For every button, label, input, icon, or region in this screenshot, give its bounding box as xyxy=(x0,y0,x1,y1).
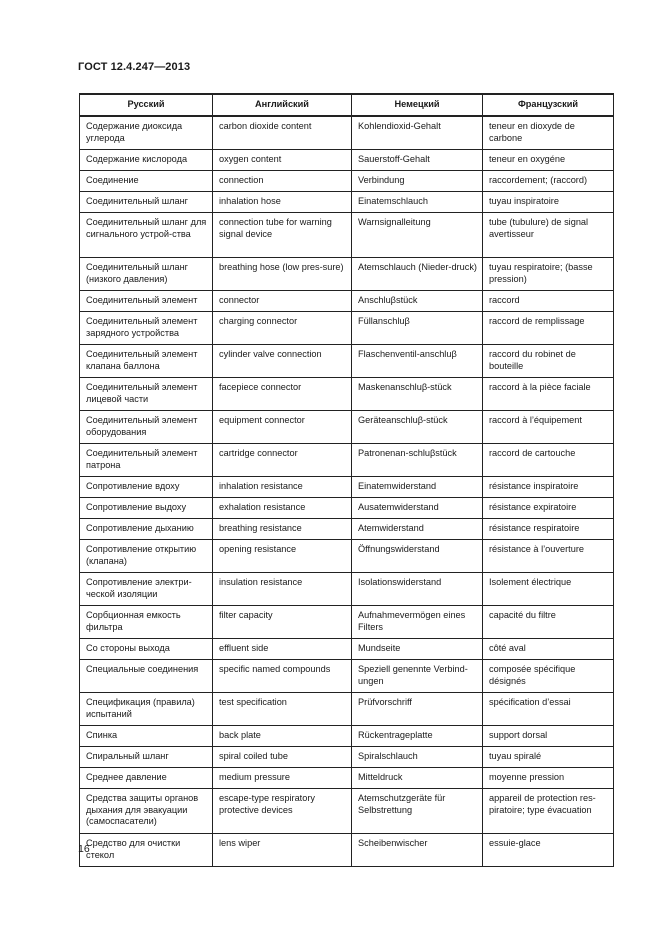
column-header-russian: Русский xyxy=(80,94,213,116)
table-row xyxy=(80,378,614,411)
cell-french: teneur en oxygéne xyxy=(483,150,614,171)
cell-english: carbon dioxide content xyxy=(213,116,352,150)
cell-german: Atemschlauch (Nieder-druck) xyxy=(352,258,483,291)
cell-english: effluent side xyxy=(213,639,352,660)
cell-english: oxygen content xyxy=(213,150,352,171)
cell-german: Spiralschlauch xyxy=(352,747,483,768)
column-header-german: Немецкий xyxy=(352,94,483,116)
cell-french: Isolement électrique xyxy=(483,573,614,606)
cell-french: teneur en dioxyde de carbone xyxy=(483,116,614,150)
cell-english: connection xyxy=(213,171,352,192)
cell-russian: Спинка xyxy=(80,726,213,747)
cell-french: raccord de remplissage xyxy=(483,312,614,345)
cell-russian: Сопротивление дыханию xyxy=(80,519,213,540)
cell-english: connection tube for warning signal device xyxy=(213,213,352,258)
cell-french: tuyau spiralé xyxy=(483,747,614,768)
cell-french: moyenne pression xyxy=(483,768,614,789)
cell-german: Maskenanschluβ-stück xyxy=(352,378,483,411)
table-row xyxy=(80,116,614,150)
cell-english: inhalation resistance xyxy=(213,477,352,498)
table-row xyxy=(80,519,614,540)
cell-german: Kohlendioxid-Gehalt xyxy=(352,116,483,150)
table-row xyxy=(80,498,614,519)
table-row xyxy=(80,573,614,606)
cell-french: tube (tubulure) de signal avertisseur xyxy=(483,213,614,258)
cell-german: Speziell genennte Verbind-ungen xyxy=(352,660,483,693)
cell-french: capacité du filtre xyxy=(483,606,614,639)
cell-french: appareil de protection res-piratoire; type évacuation xyxy=(483,789,614,834)
table-row xyxy=(80,150,614,171)
cell-french: raccord de cartouche xyxy=(483,444,614,477)
cell-german: Patronenan-schluβstück xyxy=(352,444,483,477)
cell-english: medium pressure xyxy=(213,768,352,789)
cell-russian: Сопротивление вдоху xyxy=(80,477,213,498)
table-row xyxy=(80,747,614,768)
cell-german: Isolationswiderstand xyxy=(352,573,483,606)
table-row xyxy=(80,834,614,867)
table-row xyxy=(80,726,614,747)
cell-english: spiral coiled tube xyxy=(213,747,352,768)
table-row xyxy=(80,477,614,498)
cell-russian: Средства защиты органов дыхания для эвакуации (самоспасатели) xyxy=(80,789,213,834)
cell-russian: Соединительный шланг xyxy=(80,192,213,213)
table-row xyxy=(80,693,614,726)
cell-german: Verbindung xyxy=(352,171,483,192)
cell-german: Füllanschluβ xyxy=(352,312,483,345)
cell-russian: Соединительный шланг (низкого давления) xyxy=(80,258,213,291)
cell-english: lens wiper xyxy=(213,834,352,867)
cell-french: résistance expiratoire xyxy=(483,498,614,519)
table-row xyxy=(80,192,614,213)
cell-russian: Соединительный элемент оборудования xyxy=(80,411,213,444)
table-row xyxy=(80,258,614,291)
cell-french: raccordement; (raccord) xyxy=(483,171,614,192)
table-row xyxy=(80,345,614,378)
cell-german: Ausatemwiderstand xyxy=(352,498,483,519)
cell-english: specific named compounds xyxy=(213,660,352,693)
cell-german: Scheibenwischer xyxy=(352,834,483,867)
cell-russian: Сопротивление электри-ческой изоляции xyxy=(80,573,213,606)
cell-russian: Соединительный шланг для сигнального устрой-ства xyxy=(80,213,213,258)
cell-english: cylinder valve connection xyxy=(213,345,352,378)
cell-russian: Содержание диоксида углерода xyxy=(80,116,213,150)
cell-russian: Соединительный элемент зарядного устройства xyxy=(80,312,213,345)
cell-german: Warnsignalleitung xyxy=(352,213,483,258)
cell-french: essuie-glace xyxy=(483,834,614,867)
cell-english: breathing resistance xyxy=(213,519,352,540)
cell-russian: Со стороны выхода xyxy=(80,639,213,660)
cell-english: breathing hose (low pres-sure) xyxy=(213,258,352,291)
cell-russian: Соединительный элемент лицевой части xyxy=(80,378,213,411)
cell-russian: Соединительный элемент патрона xyxy=(80,444,213,477)
table-row xyxy=(80,768,614,789)
cell-french: résistance à l’ouverture xyxy=(483,540,614,573)
cell-french: raccord à l’équipement xyxy=(483,411,614,444)
cell-german: Mitteldruck xyxy=(352,768,483,789)
cell-french: tuyau respiratoire; (basse pression) xyxy=(483,258,614,291)
cell-english: test specification xyxy=(213,693,352,726)
table-row xyxy=(80,540,614,573)
cell-german: Einatemwiderstand xyxy=(352,477,483,498)
cell-english: inhalation hose xyxy=(213,192,352,213)
cell-german: Öffnungswiderstand xyxy=(352,540,483,573)
cell-german: Atemschutzgeräte für Selbstrettung xyxy=(352,789,483,834)
cell-english: filter capacity xyxy=(213,606,352,639)
cell-russian: Сорбционная емкость фильтра xyxy=(80,606,213,639)
cell-french: résistance inspiratoire xyxy=(483,477,614,498)
cell-german: Anschluβstück xyxy=(352,291,483,312)
cell-french: support dorsal xyxy=(483,726,614,747)
cell-french: raccord xyxy=(483,291,614,312)
cell-german: Geräteanschluβ-stück xyxy=(352,411,483,444)
cell-german: Flaschenventil-anschluβ xyxy=(352,345,483,378)
table-body xyxy=(80,116,614,867)
cell-german: Mundseite xyxy=(352,639,483,660)
column-header-english: Английский xyxy=(213,94,352,116)
cell-english: connector xyxy=(213,291,352,312)
cell-russian: Соединительный элемент клапана баллона xyxy=(80,345,213,378)
table-row xyxy=(80,312,614,345)
cell-english: charging connector xyxy=(213,312,352,345)
cell-french: côté aval xyxy=(483,639,614,660)
cell-french: raccord à la pièce faciale xyxy=(483,378,614,411)
cell-english: opening resistance xyxy=(213,540,352,573)
cell-russian: Содержание кислорода xyxy=(80,150,213,171)
table-row xyxy=(80,789,614,834)
cell-russian: Средство для очистки стекол xyxy=(80,834,213,867)
column-header-french: Французский xyxy=(483,94,614,116)
table-row xyxy=(80,444,614,477)
document-header: ГОСТ 12.4.247—2013 xyxy=(78,61,191,73)
table-row xyxy=(80,291,614,312)
table-row xyxy=(80,411,614,444)
table-row xyxy=(80,660,614,693)
table-row xyxy=(80,171,614,192)
cell-english: equipment connector xyxy=(213,411,352,444)
cell-german: Einatemschlauch xyxy=(352,192,483,213)
cell-french: composée spécifique désignés xyxy=(483,660,614,693)
terminology-table xyxy=(79,93,614,867)
cell-french: raccord du robinet de bouteille xyxy=(483,345,614,378)
cell-russian: Спецификация (правила) испытаний xyxy=(80,693,213,726)
cell-french: résistance respiratoire xyxy=(483,519,614,540)
cell-english: cartridge connector xyxy=(213,444,352,477)
page-number: 16 xyxy=(78,843,90,855)
cell-russian: Соединение xyxy=(80,171,213,192)
cell-french: tuyau inspiratoire xyxy=(483,192,614,213)
cell-german: Rückentrageplatte xyxy=(352,726,483,747)
cell-german: Prüfvorschriff xyxy=(352,693,483,726)
cell-russian: Среднее давление xyxy=(80,768,213,789)
table-row xyxy=(80,213,614,258)
cell-russian: Сопротивление открытию (клапана) xyxy=(80,540,213,573)
cell-russian: Соединительный элемент xyxy=(80,291,213,312)
cell-german: Sauerstoff-Gehalt xyxy=(352,150,483,171)
cell-english: facepiece connector xyxy=(213,378,352,411)
cell-english: insulation resistance xyxy=(213,573,352,606)
cell-french: spécification d’essai xyxy=(483,693,614,726)
table-row xyxy=(80,639,614,660)
cell-english: exhalation resistance xyxy=(213,498,352,519)
cell-german: Atemwiderstand xyxy=(352,519,483,540)
cell-english: back plate xyxy=(213,726,352,747)
cell-german: Aufnahmevermögen eines Filters xyxy=(352,606,483,639)
table-header-row xyxy=(80,94,614,116)
cell-russian: Спиральный шланг xyxy=(80,747,213,768)
table-row xyxy=(80,606,614,639)
cell-english: escape-type respiratory protective devices xyxy=(213,789,352,834)
cell-russian: Специальные соединения xyxy=(80,660,213,693)
cell-russian: Сопротивление выдоху xyxy=(80,498,213,519)
